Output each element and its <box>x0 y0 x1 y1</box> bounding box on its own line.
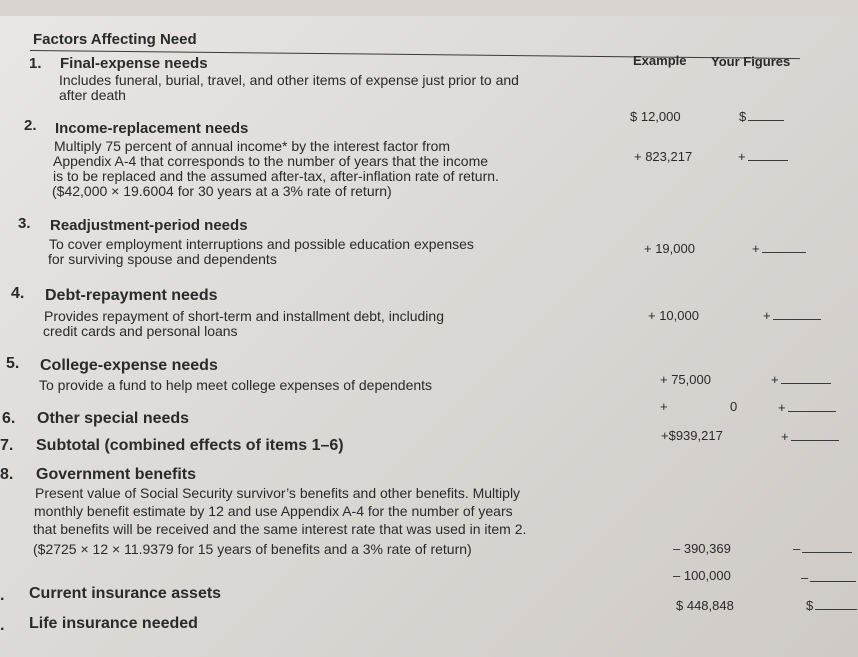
example-value-1: $ 12,000 <box>630 109 681 124</box>
your-figure-field-9[interactable]: – <box>801 570 856 585</box>
your-figure-field-3[interactable]: + <box>752 241 806 256</box>
item-title-college-expense: College-expense needs <box>40 357 218 374</box>
item-desc-line: is to be replaced and the assumed after-tax, after-inflation rate of return. <box>53 168 499 184</box>
item-desc-line: after death <box>59 87 126 103</box>
item-title-final-expense: Final-expense needs <box>60 55 208 72</box>
item-desc-line: ($42,000 × 19.6004 for 30 years at a 3% rate of return) <box>52 183 392 199</box>
example-value-5: + 75,000 <box>660 372 711 387</box>
example-value-7: +$939,217 <box>661 428 723 443</box>
your-figure-field-1[interactable]: $ <box>739 109 784 124</box>
item-title-current-insurance: Current insurance assets <box>29 585 222 602</box>
item-desc-line: Includes funeral, burial, travel, and other items of expense just prior to and <box>59 72 519 88</box>
item-desc-line: Appendix A-4 that corresponds to the number of years that the income <box>53 153 489 169</box>
your-figure-field-2[interactable]: + <box>738 149 788 164</box>
table-title: Factors Affecting Need <box>33 31 197 48</box>
item-desc-line: credit cards and personal loans <box>43 323 238 339</box>
item-number-9: . <box>0 587 5 604</box>
item-title-government-benefits: Government benefits <box>36 466 197 483</box>
item-desc-line: Present value of Social Security survivor’s benefits and other benefits. Multiply <box>35 485 521 501</box>
example-sign-6: + <box>660 399 668 414</box>
col-your-figures-header: Your Figures <box>711 54 791 69</box>
your-figure-field-4[interactable]: + <box>763 308 821 323</box>
item-desc-line: ($2725 × 12 × 11.9379 for 15 years of benefits and a 3% rate of return) <box>33 541 472 557</box>
your-figure-field-10[interactable]: $ <box>806 598 857 613</box>
item-number-5: 5. <box>6 355 20 372</box>
item-desc-line: To provide a fund to help meet college expenses of dependents <box>39 377 433 393</box>
example-value-10: $ 448,848 <box>676 598 734 613</box>
top-edge <box>0 0 858 16</box>
item-title-readjustment: Readjustment-period needs <box>50 217 248 234</box>
item-desc-line: Provides repayment of short-term and installment debt, including <box>44 308 444 324</box>
example-value-3: + 19,000 <box>644 241 695 256</box>
your-figure-field-6[interactable]: + <box>778 400 836 415</box>
item-title-other-special: Other special needs <box>37 410 190 427</box>
col-example-header: Example <box>633 53 687 68</box>
your-figure-field-8[interactable]: – <box>793 541 852 556</box>
item-number-3: 3. <box>18 215 31 232</box>
example-value-4: + 10,000 <box>648 308 699 323</box>
item-number-8: 8. <box>0 466 14 483</box>
item-number-4: 4. <box>11 285 25 302</box>
example-value-9: – 100,000 <box>673 568 731 583</box>
item-number-1: 1. <box>29 55 42 72</box>
item-desc-line: for surviving spouse and dependents <box>48 251 277 267</box>
item-title-subtotal: Subtotal (combined effects of items 1–6) <box>36 437 344 454</box>
item-number-6: 6. <box>2 410 16 427</box>
item-number-10: . <box>0 617 5 634</box>
your-figure-field-5[interactable]: + <box>771 372 831 387</box>
item-desc-line: monthly benefit estimate by 12 and use Appendix A-4 for the number of years <box>34 503 513 519</box>
item-title-income-replacement: Income-replacement needs <box>55 120 249 137</box>
item-number-7: 7. <box>0 437 14 454</box>
item-desc-line: To cover employment interruptions and possible education expenses <box>49 236 474 252</box>
item-number-2: 2. <box>24 117 37 134</box>
item-desc-line: Multiply 75 percent of annual income* by the interest factor from <box>54 138 451 154</box>
item-title-debt-repayment: Debt-repayment needs <box>45 287 218 304</box>
example-value-6: 0 <box>730 399 738 414</box>
item-title-life-insurance-needed: Life insurance needed <box>29 615 198 632</box>
item-desc-line: that benefits will be received and the same interest rate that was used in item 2. <box>33 521 527 537</box>
example-value-2: + 823,217 <box>634 149 693 164</box>
example-value-8: – 390,369 <box>673 541 731 556</box>
your-figure-field-7[interactable]: + <box>781 429 839 444</box>
